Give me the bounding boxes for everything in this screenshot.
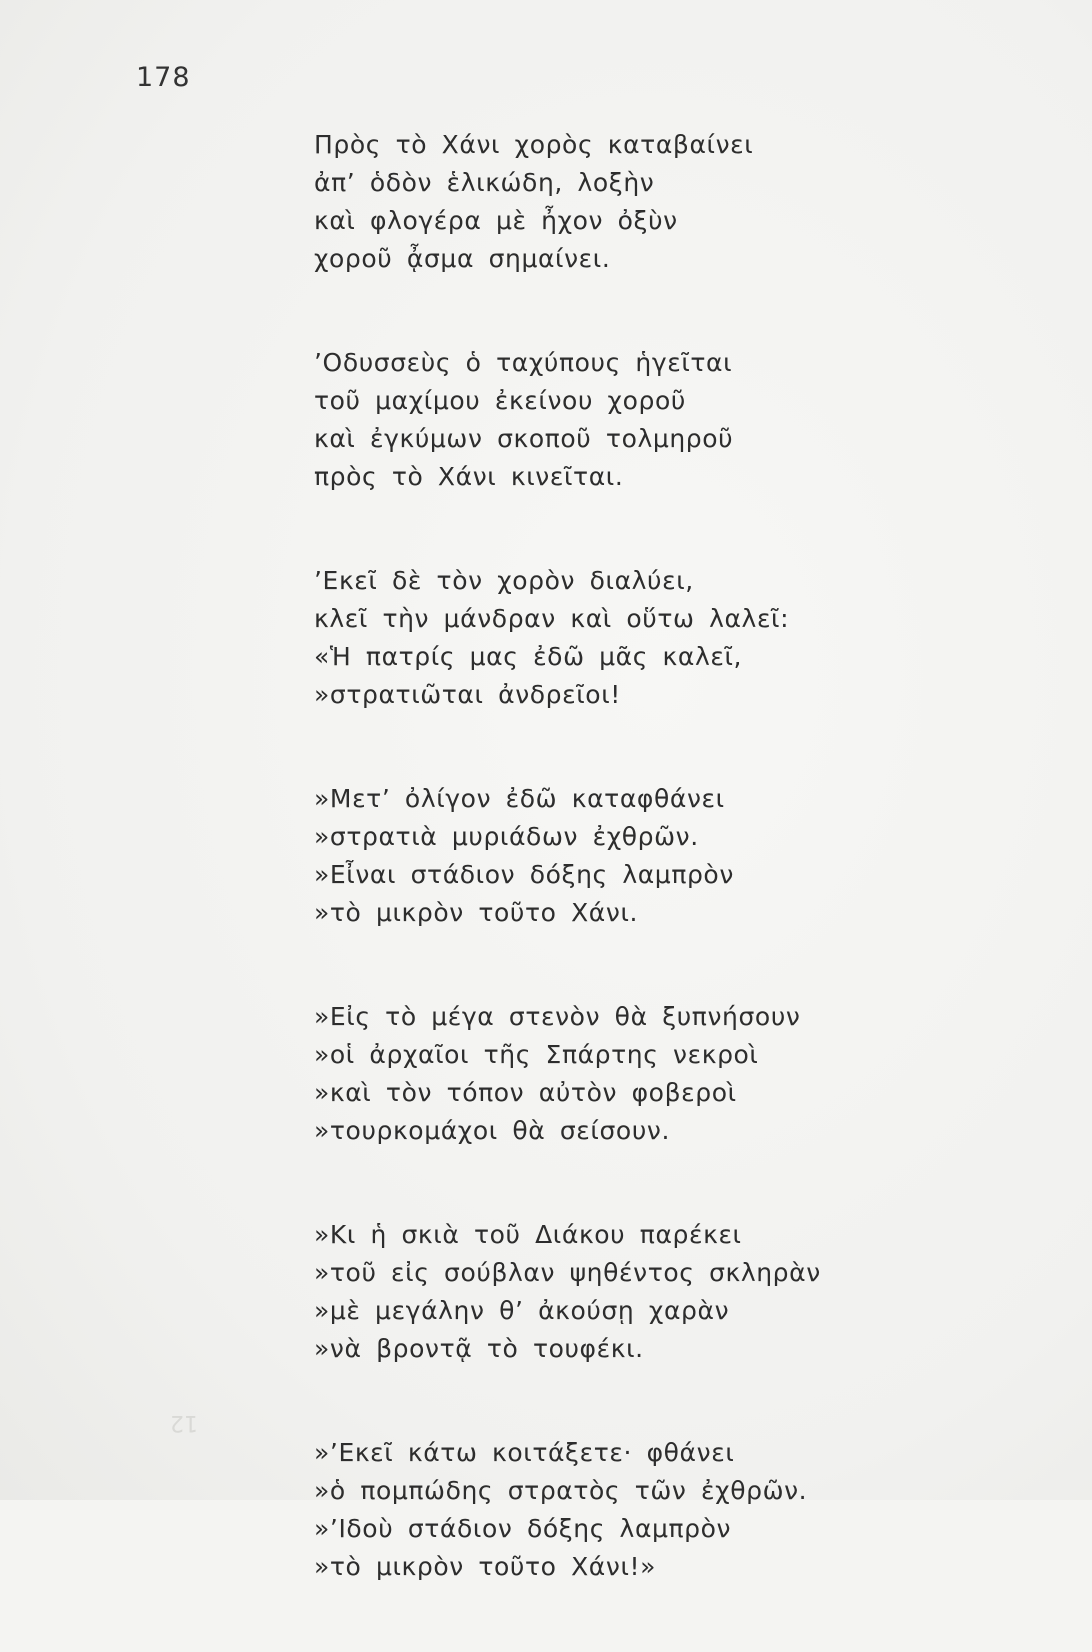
poem-line: χοροῦ ᾆσμα σημαίνει. <box>314 244 611 273</box>
poem-line: »ὁ πομπώδης στρατὸς τῶν ἐχθρῶν. <box>314 1476 808 1505</box>
poem-line: »νὰ βροντᾷ τὸ τουφέκι. <box>314 1334 644 1363</box>
stanza <box>314 344 1014 496</box>
poem-line: »’Εκεῖ κάτω κοιτάξετε· φθάνει <box>314 1438 735 1467</box>
poem-line: »Κι ἡ σκιὰ τοῦ Διάκου παρέκει <box>314 1220 742 1249</box>
stanza <box>314 998 1014 1150</box>
poem-line: πρὸς τὸ Χάνι κινεῖται. <box>314 462 624 491</box>
poem-line: »οἱ ἀρχαῖοι τῆς Σπάρτης νεκροὶ <box>314 1040 759 1069</box>
stanza <box>314 126 1014 278</box>
poem-line: »τὸ μικρὸν τοῦτο Χάνι. <box>314 898 639 927</box>
poem-line: »Εἰς τὸ μέγα στενὸν θὰ ξυπνήσουν <box>314 1002 801 1031</box>
poem-line: »τοῦ εἰς σούβλαν ψηθέντος σκληρὰν <box>314 1258 821 1287</box>
poem-line: τοῦ μαχίμου ἐκείνου χοροῦ <box>314 386 686 415</box>
poem-line: »Εἶναι στάδιον δόξης λαμπρὸν <box>314 860 734 889</box>
stanza <box>314 1216 1014 1368</box>
poem-line: »τουρκομάχοι θὰ σείσουν. <box>314 1116 670 1145</box>
poem-line: «Ἡ πατρίς μας ἐδῶ μᾶς καλεῖ, <box>314 642 743 671</box>
poem-line: »μὲ μεγάλην θ’ ἀκούσῃ χαρὰν <box>314 1296 730 1325</box>
stanza <box>314 1434 1014 1586</box>
stanza <box>314 562 1014 714</box>
poem-line: καὶ φλογέρα μὲ ἦχον ὀξὺν <box>314 206 678 235</box>
poem-line: καὶ ἐγκύμων σκοποῦ τολμηροῦ <box>314 424 734 453</box>
poem-line: »’Ιδοὺ στάδιον δόξης λαμπρὸν <box>314 1514 732 1543</box>
poem-line: »Μετ’ ὀλίγον ἐδῶ καταφθάνει <box>314 784 725 813</box>
show-through-mark: 12 <box>170 1410 198 1435</box>
poem-line: Πρὸς τὸ Χάνι χορὸς καταβαίνει <box>314 130 754 159</box>
poem-line: »καὶ τὸν τόπον αὐτὸν φοβεροὶ <box>314 1078 737 1107</box>
poem-line: »στρατιῶται ἀνδρεῖοι! <box>314 680 621 709</box>
stanza <box>314 780 1014 932</box>
poem-line: ἀπ’ ὁδὸν ἑλικώδη, λοξὴν <box>314 168 655 197</box>
poem <box>314 126 1014 1652</box>
poem-line: ’Οδυσσεὺς ὁ ταχύπους ἡγεῖται <box>314 348 733 377</box>
poem-line: »τὸ μικρὸν τοῦτο Χάνι!» <box>314 1552 657 1581</box>
page-number: 178 <box>136 62 191 93</box>
poem-line: ’Εκεῖ δὲ τὸν χορὸν διαλύει, <box>314 566 694 595</box>
poem-line: »στρατιὰ μυριάδων ἐχθρῶν. <box>314 822 699 851</box>
poem-line: κλεῖ τὴν μάνδραν καὶ οὕτω λαλεῖ: <box>314 604 790 633</box>
